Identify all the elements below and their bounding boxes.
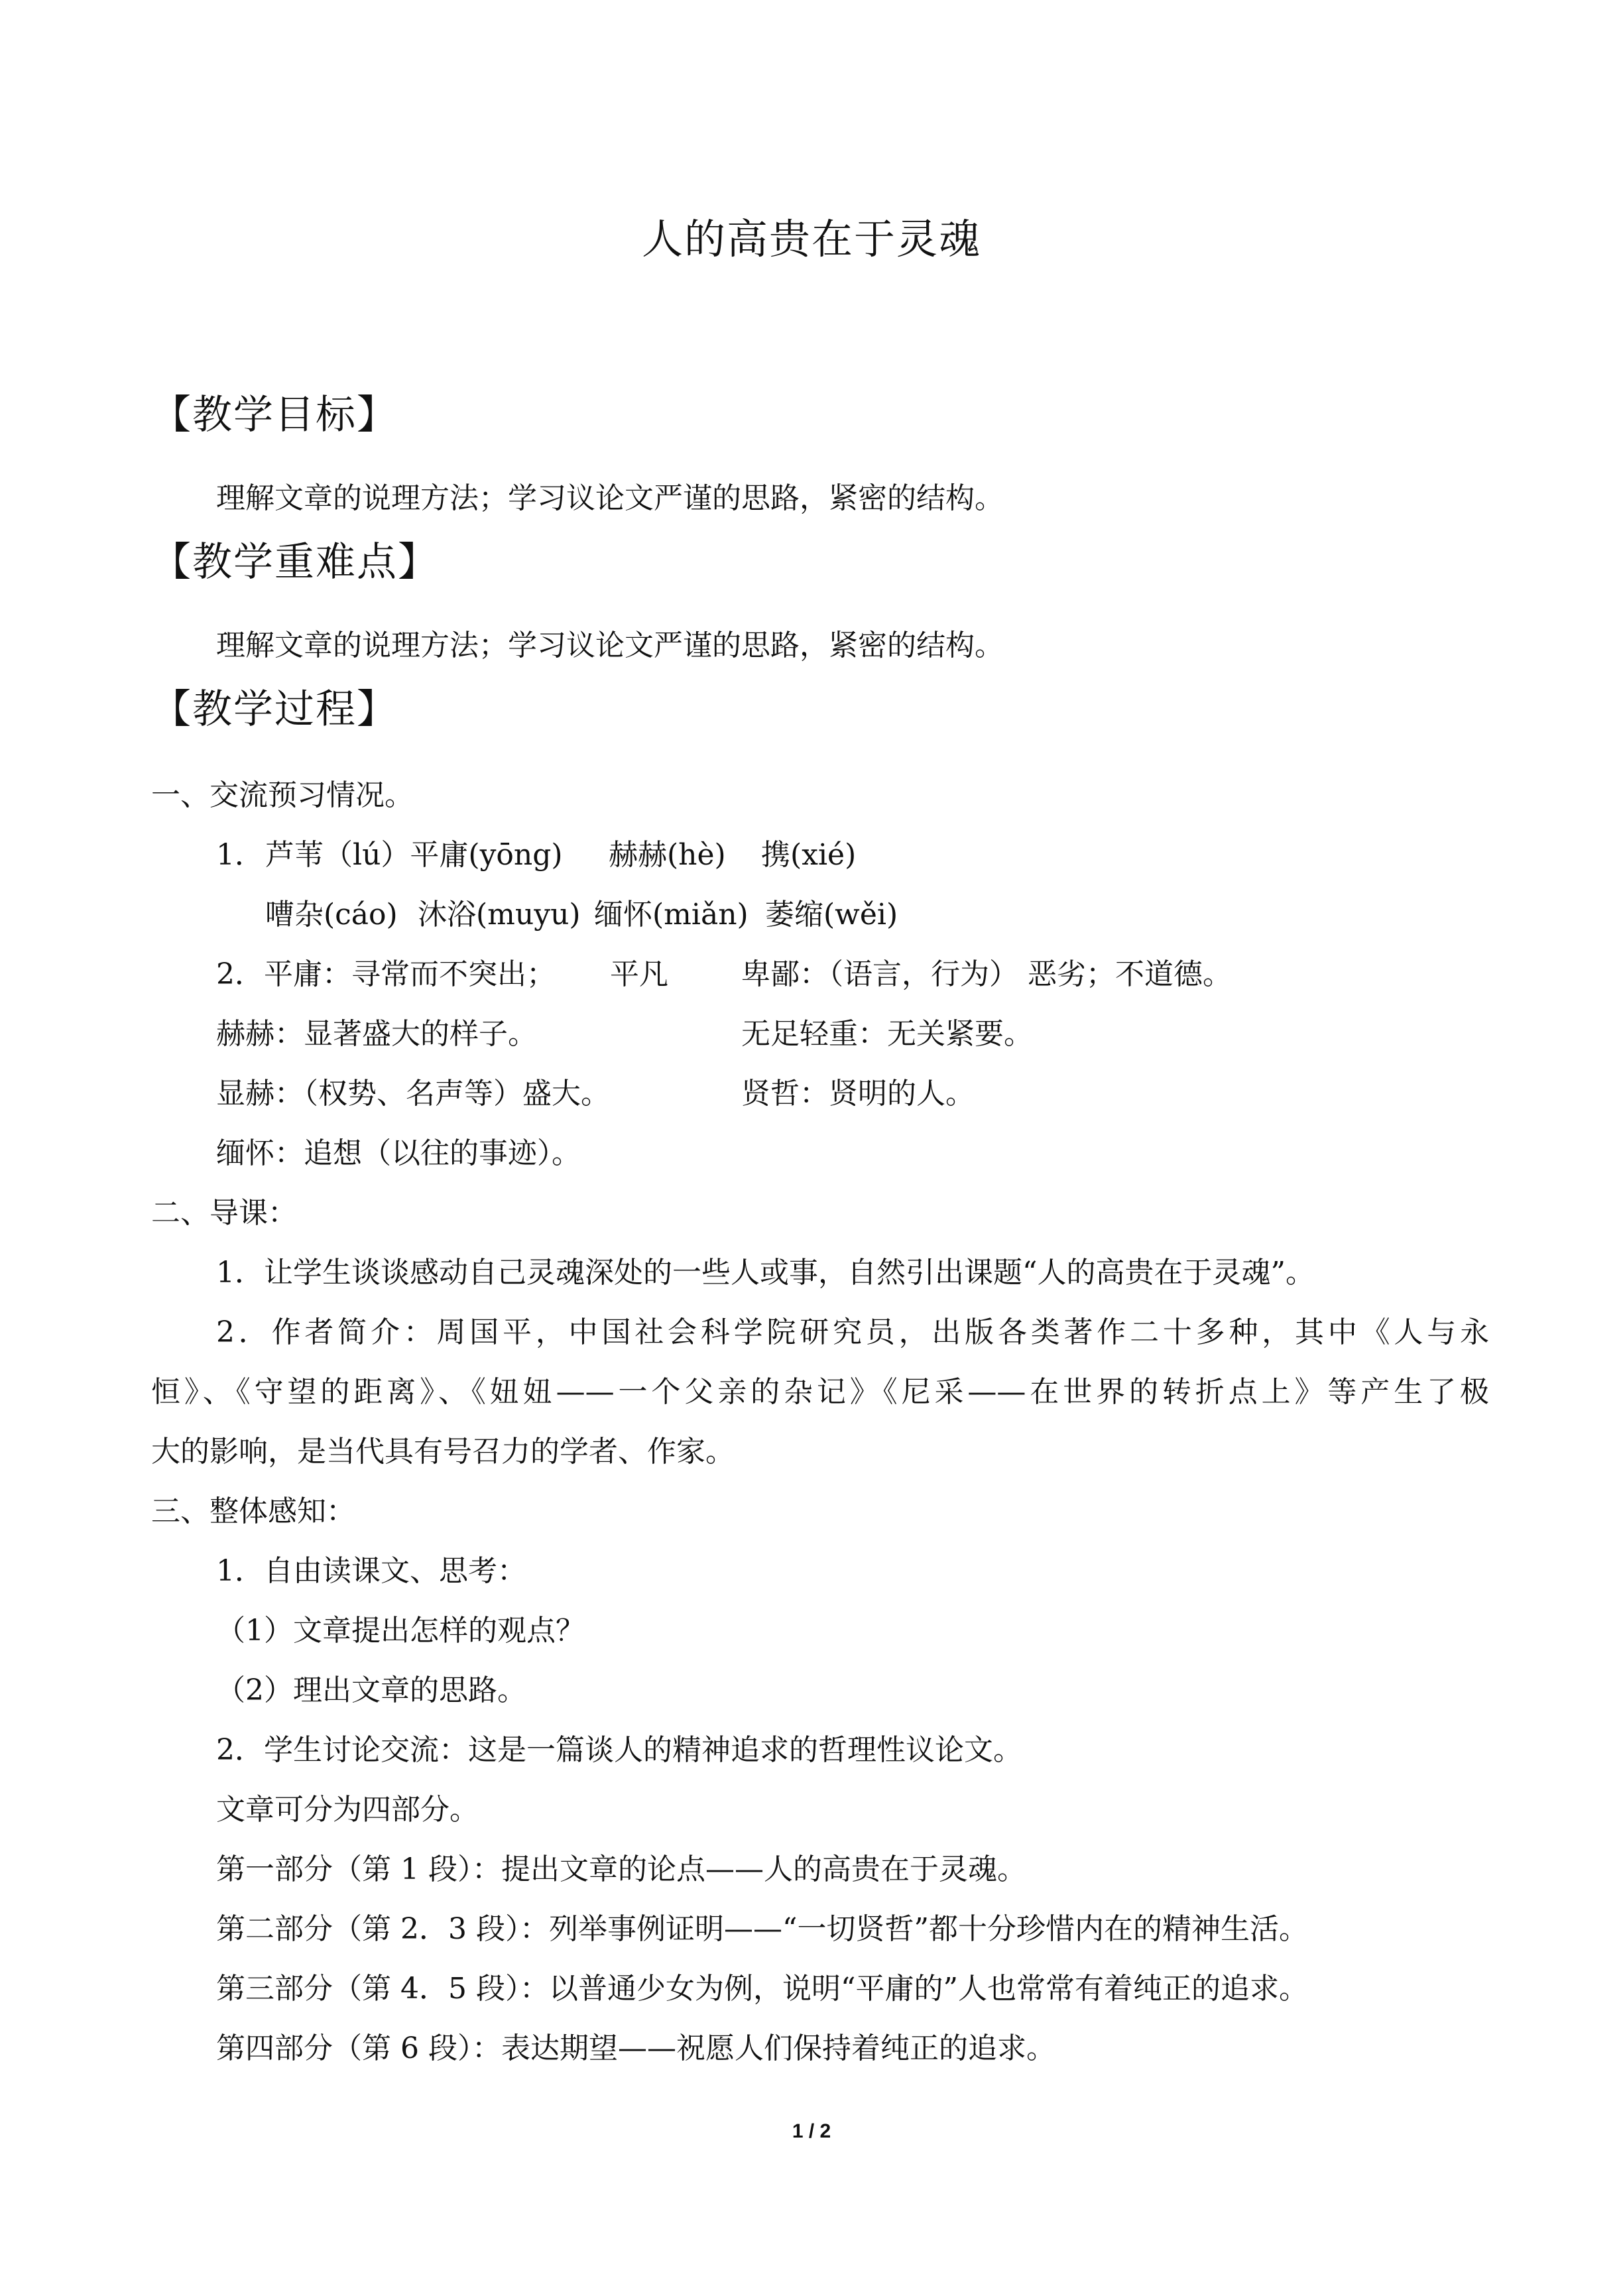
def-pingyong: 2．平庸：寻常而不突出； — [216, 957, 556, 991]
part3-section3: 第三部分（第 4．5 段）：以普通少女为例，说明“平庸的”人也常常有着纯正的追求。 — [216, 1972, 1308, 2006]
heading-process: 【教学过程】 — [151, 686, 398, 733]
part3-section2: 第二部分（第 2．3 段）：列举事例证明——“一切贤哲”都十分珍惜内在的精神生活。 — [216, 1912, 1308, 1946]
part3-question1: （1）文章提出怎样的观点？ — [216, 1614, 585, 1648]
page-number: 1 / 2 — [792, 2120, 831, 2142]
pinyin-line1-num: 1． — [216, 838, 264, 872]
objectives-text: 理解文章的说理方法；学习议论文严谨的思路，紧密的结构。 — [216, 481, 1004, 515]
part2-item1: 1．让学生谈谈感动自己灵魂深处的一些人或事，自然引出课题“人的高贵在于灵魂”。 — [216, 1256, 1315, 1290]
page-title: 人的高贵在于灵魂 — [641, 215, 981, 263]
key-points-text: 理解文章的说理方法；学习议论文严谨的思路，紧密的结构。 — [216, 629, 1004, 662]
pinyin-word: 沐浴(muyu) — [418, 898, 581, 932]
part3-title: 三、整体感知： — [151, 1494, 355, 1528]
def-wuzuqingzhong: 无足轻重：无关紧要。 — [741, 1017, 1033, 1051]
def-pingfan: 平凡 — [610, 957, 668, 991]
pinyin-word: 芦苇（lú）平庸(yōng) — [265, 838, 563, 872]
part3-question2: （2）理出文章的思路。 — [216, 1673, 526, 1707]
def-hehe: 赫赫：显著盛大的样子。 — [216, 1017, 537, 1051]
def-mianhuai: 缅怀：追想（以往的事迹）。 — [216, 1136, 581, 1170]
part2-title: 二、导课： — [151, 1196, 297, 1230]
part2-item2-line2: 恒》、《守望的距离》、《妞妞——一个父亲的杂记》《尼采——在世界的转折点上》等产生了极 — [151, 1375, 1489, 1409]
part2-item2-line1: 2．作者简介：周国平，中国社会科学院研究员，出版各类著作二十多种，其中《人与永 — [216, 1315, 1489, 1349]
heading-key-points: 【教学重难点】 — [151, 539, 439, 585]
part1-title: 一、交流预习情况。 — [151, 778, 414, 812]
pinyin-word: 萎缩(wěi) — [765, 898, 898, 932]
part3-item2: 2．学生讨论交流：这是一篇谈人的精神追求的哲理性议论文。 — [216, 1733, 1022, 1767]
pinyin-word: 赫赫(hè) — [609, 838, 726, 872]
heading-objectives: 【教学目标】 — [151, 392, 398, 438]
pinyin-word: 嘈杂(cáo) — [265, 898, 398, 932]
def-xianhe: 显赫：（权势、名声等）盛大。 — [216, 1077, 610, 1111]
def-beibi: 卑鄙：（语言，行为） 恶劣；不道德。 — [741, 957, 1232, 991]
pinyin-word: 缅怀(miǎn) — [594, 898, 749, 932]
part2-item2-line3: 大的影响，是当代具有号召力的学者、作家。 — [151, 1435, 735, 1469]
part3-item1: 1．自由读课文、思考： — [216, 1554, 526, 1588]
part3-section4: 第四部分（第 6 段）：表达期望——祝愿人们保持着纯正的追求。 — [216, 2031, 1055, 2065]
part3-section1: 第一部分（第 1 段）：提出文章的论点——人的高贵在于灵魂。 — [216, 1852, 1026, 1886]
part3-split: 文章可分为四部分。 — [216, 1793, 479, 1827]
def-xianzhe: 贤哲：贤明的人。 — [741, 1077, 975, 1111]
pinyin-word: 携(xié) — [761, 838, 857, 872]
